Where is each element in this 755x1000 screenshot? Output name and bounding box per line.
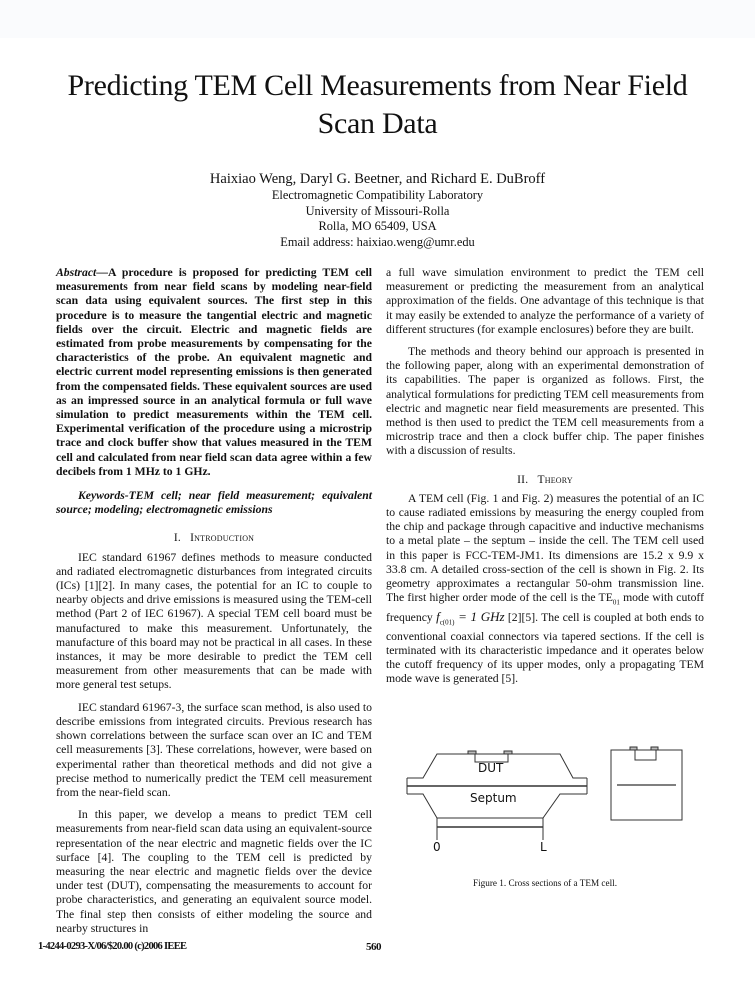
intro-paragraph: IEC standard 61967 defines methods to measure conducted and radiated electromagnetic disturbances from integrated circuits (ICs) [1][2]. In many cases, the potential for an IC to couple to nearby objects and drive emissions is measured using the TEM-cell method (Part 2 of IEC 61967). A special TEM cell board must be manufactured to make this measurement. Unfortunately, the manufacture of this board may not be practical in all cases. In these instances, it may be more desirable to predict the TEM cell measurement from other measurements that can be made with more general test setups. [56, 550, 372, 692]
theory-paragraph [386, 492, 704, 687]
affiliation-email: Email address: haixiao.weng@umr.edu [280, 234, 475, 249]
paper-title: Predicting TEM Cell Measurements from Near Field Scan Data [67, 69, 688, 140]
copyright-footer: 1-4244-0293-X/06/$20.00 (c)2006 IEEE [38, 941, 187, 952]
section-heading-theory [386, 473, 704, 487]
end-dut-connector [630, 747, 637, 750]
intro-paragraph: In this paper, we develop a means to predict TEM cell measurements from near-field scan data using an equivalent-source representation of the near electric and magnetic fields over the IC surface [4]. The coupling to the TEM cell is predicted by measuring the near electric and magnetic fields over the device under test (DUT), compensating the measurements to account for probe characteristics, and generating an equivalent source model. The final step then consists of either modeling the source and nearby structures in [56, 808, 372, 935]
formula-subscript: c(01) [439, 618, 455, 627]
mode-subscript: 01 [612, 598, 620, 607]
right-column [386, 266, 704, 694]
figure-caption: Figure 1. Cross sections of a TEM cell. [472, 878, 617, 888]
affiliation-lab: Electromagnetic Compatibility Laboratory [271, 188, 484, 202]
page-number: 560 [366, 941, 381, 953]
dut-connector [468, 751, 476, 754]
theory-text: A TEM cell (Fig. 1 and Fig. 2) measures the potential of an IC to cause radiated emissions by measuring the energy coupled from the chip and package through capacitive and inductive mechanisms to a metal plate – the septum – inside the cell. The TEM cell used in this paper is FCC-TEM-JM1. Its dimensions are 15.2 x 9.9 x 33.8 cm. A detailed cross-section of the cell is shown in Fig. 2. Its geometry approximates a rectangular 50-ohm transmission line. The first higher order mode of the cell is the TE [386, 491, 704, 605]
author-list: Haixiao Weng, Daryl G. Beetner, and Richard E. DuBroff [209, 171, 546, 187]
affiliation-address: Rolla, MO 65409, USA [318, 219, 437, 233]
left-column [56, 266, 372, 944]
end-dut-board [635, 750, 656, 760]
section-number: II. [517, 473, 529, 486]
abstract [56, 266, 372, 479]
organization-paragraph: The methods and theory behind our approach is presented in the following paper, along with an experimental demonstration of its capabilities. The paper is organized as follows. First, the analytical formulations for predicting TEM cell measurements from electric and magnetic near field measurements are presented. This method is then used to predict the TEM cell measurements from a microstrip trace and then a clock buffer chip. The paper finishes with a discussion of results. [386, 345, 704, 458]
end-cross-section [611, 747, 682, 820]
section-title: Theory [537, 473, 573, 486]
intro-paragraph: IEC standard 61967-3, the surface scan method, is also used to describe emissions from integrated circuits. Previous research has shown correlations between the surface scan over an IC and TEM cell measurements [3]. These correlations, however, were based on experimental rather than theoretical methods and did not give a precise method to numerically predict the TEM cell measurement from the near-field scan. [56, 700, 372, 799]
keywords: Keywords-TEM cell; near field measurement; equivalent source; modeling; electromagnetic emissions [56, 489, 372, 517]
affiliation-block [0, 188, 755, 250]
viewer-top-band [0, 0, 755, 38]
continued-paragraph: a full wave simulation environment to predict the TEM cell measurement or predicting the measurement from an analytical approximation of the fields. One advantage of this technique is that it may easily be extended to analyze the performance of a variety of different structures (for example enclosures) before they are built. [386, 266, 704, 336]
position-end-label: L [540, 840, 547, 854]
septum-label: Septum [470, 791, 517, 805]
position-start-label: 0 [433, 840, 441, 854]
tem-cell-figure [395, 740, 695, 865]
formula-value: = 1 GHz [454, 608, 505, 624]
section-heading-introduction [56, 531, 372, 545]
theory-text: mode with cutoff frequency [386, 591, 704, 624]
formula-symbol: f [436, 608, 440, 624]
theory-text: [2][5]. The cell is coupled at both ends to conventional coaxial connectors via tapered sections. If the cell is terminated with its characteristic impedance and it operates below the cutoff frequency of its upper modes, only a propagating TEM mode wave is generated [5]. [386, 610, 705, 686]
section-title: Introduction [190, 532, 255, 545]
dut-label: DUT [478, 761, 504, 775]
abstract-text: —A procedure is proposed for predicting TEM cell measurements from near field scans by modeling near-field scan data using equivalent sources. The first step in this procedure is to measure the tangential electric and magnetic fields over the circuit. Electric and magnetic fields are estimated from probe measurements by compensating for the characteristics of the probe. An equivalent magnetic and electric current model representing emissions is then generated from the compensated fields. These equivalent sources are used as an impressed source in an analytical formula or full wave simulation to predict measurements within the TEM cell. Experimental verification of the procedure using a microstrip trace and clock buffer show that values measured in the TEM cell and calculated from near field scan data agree within a few decibels from 1 MHz to 1 GHz. [56, 266, 372, 478]
cutoff-frequency-formula [436, 608, 505, 627]
dut-connector [504, 751, 512, 754]
end-dut-connector [651, 747, 658, 750]
abstract-lead: Abstract [56, 266, 97, 279]
affiliation-university: University of Missouri-Rolla [305, 203, 450, 218]
section-number: I. [173, 532, 181, 545]
